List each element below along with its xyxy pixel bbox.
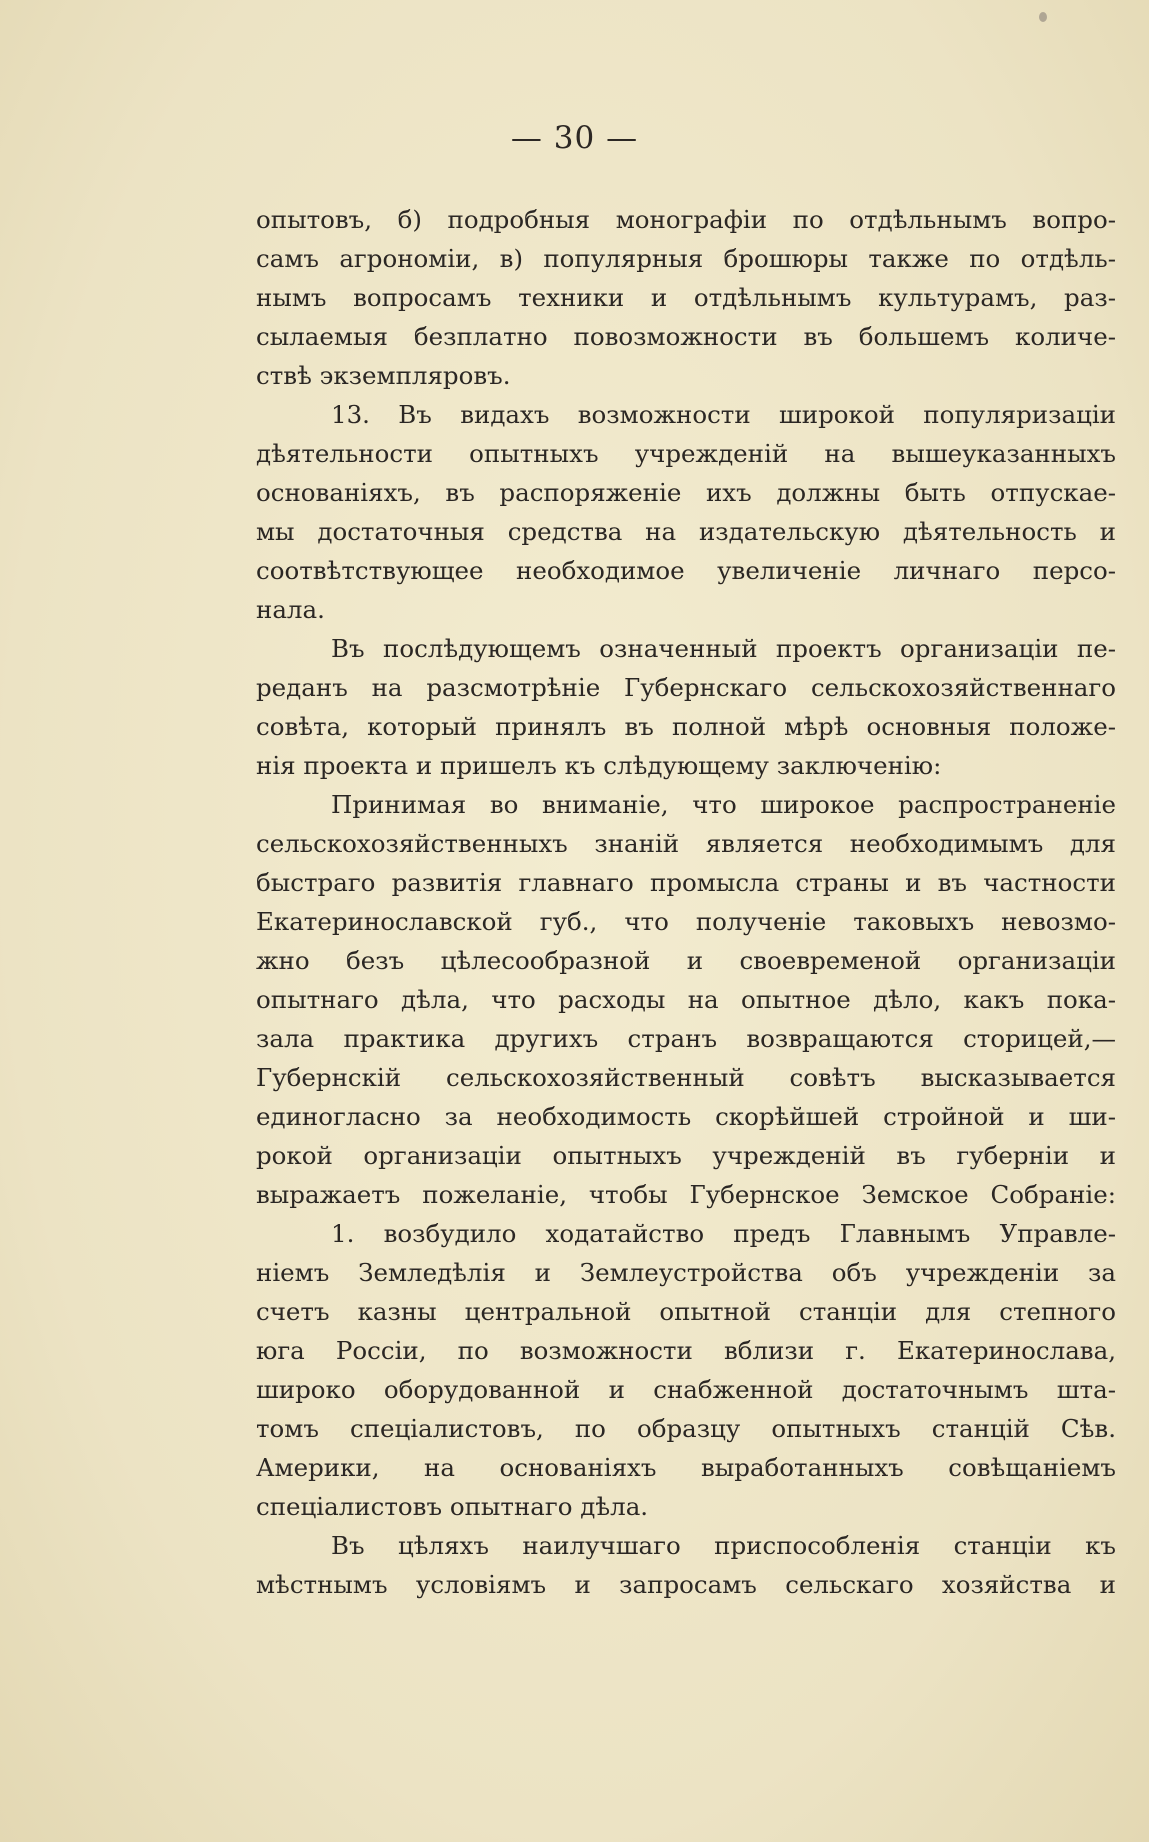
ink-speck <box>1039 12 1047 22</box>
text-line: выражаетъ пожеланіе, чтобы Губернское Земское Собраніе: <box>256 1180 1116 1209</box>
text-line: реданъ на разсмотрѣніе Губернскаго сельскохозяйственнаго <box>256 673 1116 702</box>
text-line: жно безъ цѣлесообразной и своевременой организаціи <box>256 946 1116 975</box>
text-line: основаніяхъ, въ распоряженіе ихъ должны быть отпускае- <box>256 478 1116 507</box>
text-line: мѣстнымъ условіямъ и запросамъ сельскаго хозяйства и <box>256 1570 1116 1599</box>
text-line: единогласно за необходимость скорѣйшей стройной и ши- <box>256 1102 1116 1131</box>
text-line: Екатеринославской губ., что полученіе таковыхъ невозмо- <box>256 907 1116 936</box>
text-line: совѣта, который принялъ въ полной мѣрѣ основныя положе- <box>256 712 1116 741</box>
body-text <box>256 200 1116 1604</box>
page-number: — 30 — <box>510 120 639 156</box>
text-line: рокой организаціи опытныхъ учрежденій въ губерніи и <box>256 1141 1116 1170</box>
text-line: быстраго развитія главнаго промысла страны и въ частности <box>256 868 1116 897</box>
text-line: сельскохозяйственныхъ знаній является необходимымъ для <box>256 829 1116 858</box>
text-line: соотвѣтствующее необходимое увеличеніе личнаго персо- <box>256 556 1116 585</box>
text-line: нала. <box>256 595 325 624</box>
text-line: ніемъ Земледѣлія и Землеустройства объ учрежденіи за <box>256 1258 1116 1287</box>
text-line: сылаемыя безплатно повозможности въ большемъ количе- <box>256 322 1116 351</box>
text-line: Америки, на основаніяхъ выработанныхъ совѣщаніемъ <box>256 1453 1116 1482</box>
text-line: 13. Въ видахъ возможности широкой популяризаціи <box>331 400 1116 429</box>
text-line: нымъ вопросамъ техники и отдѣльнымъ культурамъ, раз- <box>256 283 1116 312</box>
text-line: опытнаго дѣла, что расходы на опытное дѣло, какъ пока- <box>256 985 1116 1014</box>
text-line: томъ спеціалистовъ, по образцу опытныхъ станцій Сѣв. <box>256 1414 1116 1443</box>
text-line: зала практика другихъ странъ возвращаются сторицей,— <box>256 1024 1116 1053</box>
text-line: широко оборудованной и снабженной достаточнымъ шта- <box>256 1375 1116 1404</box>
text-line: Принимая во вниманіе, что широкое распространеніе <box>331 790 1116 819</box>
text-line: нія проекта и пришелъ къ слѣдующему заключенію: <box>256 751 942 780</box>
text-line: самъ агрономіи, в) популярныя брошюры также по отдѣль- <box>256 244 1116 273</box>
text-line: 1. возбудило ходатайство предъ Главнымъ Управле- <box>331 1219 1116 1248</box>
text-line: ствѣ экземпляровъ. <box>256 361 511 390</box>
text-line: Въ послѣдующемъ означенный проектъ организаціи пе- <box>331 634 1116 663</box>
text-line: юга Россіи, по возможности вблизи г. Екатеринослава, <box>256 1336 1116 1365</box>
text-line: опытовъ, б) подробныя монографіи по отдѣльнымъ вопро- <box>256 205 1116 234</box>
text-line: мы достаточныя средства на издательскую дѣятельность и <box>256 517 1116 546</box>
text-line: спеціалистовъ опытнаго дѣла. <box>256 1492 649 1521</box>
text-line: дѣятельности опытныхъ учрежденій на вышеуказанныхъ <box>256 439 1116 468</box>
text-line: счетъ казны центральной опытной станціи для степного <box>256 1297 1116 1326</box>
text-line: Губернскій сельскохозяйственный совѣтъ высказывается <box>256 1063 1116 1092</box>
text-line: Въ цѣляхъ наилучшаго приспособленія станціи къ <box>331 1531 1116 1560</box>
